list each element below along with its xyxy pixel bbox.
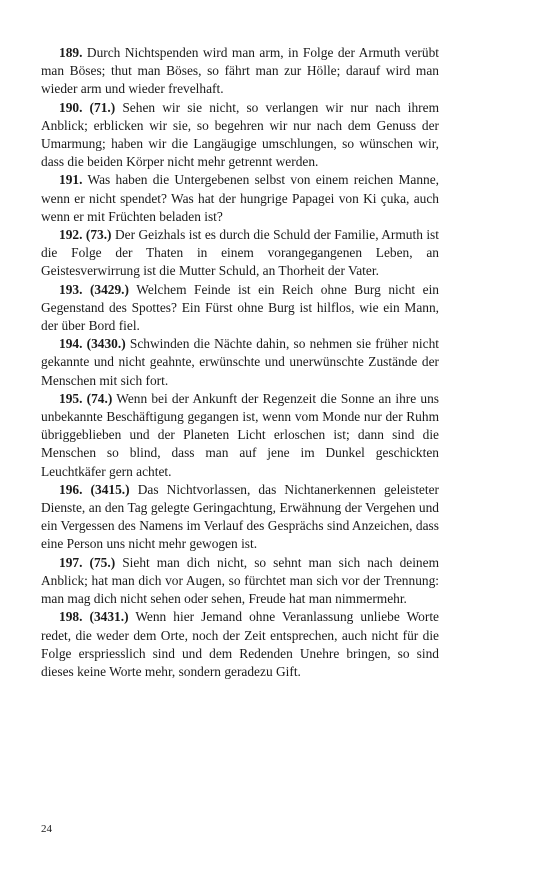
entry-number: 192. (73.)	[59, 227, 112, 243]
entry-text: Das Nichtvorlassen, das Nichtanerkennen geleisteter Dienste, an den Tag gelegte Geringachtung, Erwähnung der Vergehen und ein Vergessen des Namens im Verlauf des Gesprächs sind Anzeichen, dass eine Person uns nicht mehr gewogen ist.	[41, 481, 439, 552]
entry-number: 194. (3430.)	[59, 336, 126, 352]
entry-number: 191.	[59, 172, 83, 188]
entry-text: Welchem Feinde ist ein Reich ohne Burg nicht ein Gegenstand des Spottes? Ein Fürst ohne Burg ist hilflos, wie ein Mann, der über Bord fiel.	[41, 281, 439, 334]
page-number: 24	[41, 823, 52, 835]
entry-text: Durch Nichtspenden wird man arm, in Folge der Armuth verübt man Böses; thut man Böses, so fährt man zur Hölle; darauf wird man wieder arm und wieder frevelhaft.	[41, 45, 439, 97]
entry-text: Wenn bei der Ankunft der Regenzeit die Sonne an ihre uns unbekannte Beschäftigung gegangen ist, wenn vom Monde nur der Ruhm übriggeblieben und der Planeten Licht erloschen ist; dann sind die Menschen so blind, dass man auf jene im Dunkel geschickten Leuchtkäfer gern achtet.	[41, 390, 439, 479]
entry-193	[41, 281, 439, 336]
entry-number: 198. (3431.)	[59, 609, 129, 625]
entry-189	[41, 44, 439, 99]
entry-194	[41, 335, 439, 390]
entry-text: Wenn hier Jemand ohne Veranlassung unliebe Worte redet, die weder dem Orte, noch der Zeit entsprechen, auch nicht für die Folge erspriesslich sind und dem Redenden Unehre bringen, so sind dieses keine Worte mehr, sondern geradezu Gift.	[41, 609, 439, 679]
entry-number: 196. (3415.)	[59, 481, 130, 497]
entry-text: Sehen wir sie nicht, so verlangen wir nur nach ihrem Anblick; erblicken wir sie, so begehren wir nur nach dem Genuss der Umarmung; haben wir die Langäugige umschlungen, so wünschen wir, dass die beiden Körper nicht mehr getrennt werden.	[41, 99, 439, 170]
entry-192	[41, 226, 439, 281]
entry-text: Der Geizhals ist es durch die Schuld der Familie, Armuth ist die Folge der Thaten in einem vorangegangenen Leben, an Geistesverwirrung ist die Mutter Schuld, an Thorheit der Vater.	[41, 227, 439, 279]
entry-190	[41, 99, 439, 172]
entry-196	[41, 481, 439, 554]
entry-number: 197. (75.)	[59, 554, 116, 570]
page-body	[41, 44, 439, 681]
entry-191	[41, 171, 439, 226]
entry-195	[41, 390, 439, 481]
entry-text: Sieht man dich nicht, so sehnt man sich nach deinem Anblick; hat man dich vor Augen, so fürchtet man sich vor der Trennung: man mag dich nicht sehen oder sehen, Freude hat man nimmermehr.	[41, 554, 439, 607]
entry-number: 190. (71.)	[59, 99, 116, 115]
entry-text: Was haben die Untergebenen selbst von einem reichen Manne, wenn er nicht spendet? Was hat der hungrige Papagei von Ki çuka, auch wenn er mit Früchten beladen ist?	[41, 172, 439, 224]
entry-197	[41, 554, 439, 609]
entry-number: 195. (74.)	[59, 390, 113, 406]
entry-number: 189.	[59, 45, 83, 60]
entry-number: 193. (3429.)	[59, 281, 129, 297]
entry-198	[41, 608, 439, 681]
entry-text: Schwinden die Nächte dahin, so nehmen sie früher nicht gekannte und nicht geahnte, erwünschte und unerwünschte Zustände der Menschen mit sich fort.	[41, 336, 439, 388]
